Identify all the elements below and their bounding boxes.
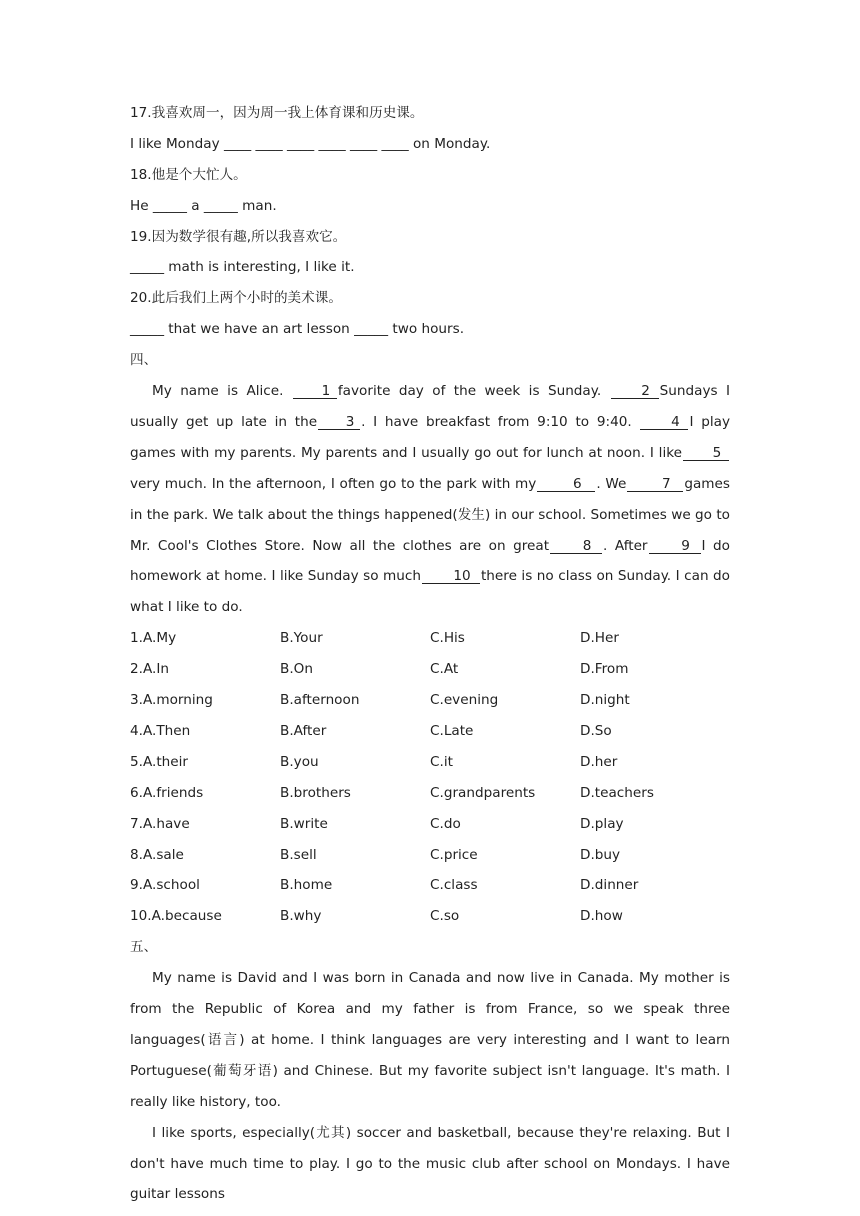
option: 5.A.their: [130, 753, 189, 770]
reading-paragraph-2: I like sports, especially(尤其) soccer and basketball, because they're relaxing. But I don't have much time to play. I go to the music club after school on Mondays. I have guitar lessons: [130, 1124, 730, 1203]
option: B.sell: [280, 846, 317, 863]
passage-text: there is no class on Sunday. I can do what I like to do.: [130, 568, 730, 616]
option: D.teachers: [580, 784, 654, 801]
q17-chinese: 17.我喜欢周一，因为周一我上体育课和历史课。: [130, 105, 424, 121]
option: C.it: [430, 753, 453, 770]
passage-text: favorite day of the week is Sunday.: [337, 383, 610, 400]
option: B.afternoon: [280, 692, 360, 709]
option: C.class: [430, 877, 478, 894]
option: B.you: [280, 753, 319, 770]
passage-text: games in the park. We talk about the things happened(发生) in our school. Sometimes we go to Mr. Cool's Clothes Store. Now all the clothes are on great: [130, 475, 730, 554]
q19-chinese: 19.因为数学很有趣,所以我喜欢它。: [130, 228, 347, 245]
passage-text: My name is Alice.: [152, 383, 292, 400]
cloze-passage: [130, 376, 730, 623]
option: B.home: [280, 877, 333, 894]
blank-7: 7: [627, 477, 683, 492]
passage-text: . I have breakfast from 9:10 to 9:40.: [361, 413, 640, 430]
blank-10: 10: [422, 569, 480, 584]
option: B.On: [280, 661, 313, 678]
options-row-2: [130, 654, 730, 685]
option: B.why: [280, 908, 322, 925]
options-row-4: [130, 716, 730, 747]
option: 10.A.because: [130, 908, 222, 925]
option: C.so: [430, 908, 460, 925]
option: C.do: [430, 815, 461, 832]
option: C.price: [430, 846, 478, 863]
option: D.play: [580, 815, 624, 832]
option: D.So: [580, 722, 612, 739]
option: 1.A.My: [130, 630, 177, 647]
options-row-10: [130, 901, 730, 932]
section-5-heading: 五、: [130, 939, 158, 956]
option: C.At: [430, 661, 459, 678]
option: C.Late: [430, 722, 474, 739]
option: B.After: [280, 722, 327, 739]
q18-english: He _____ a _____ man.: [130, 197, 277, 214]
options-row-1: [130, 623, 730, 654]
passage-text: . We: [596, 475, 627, 492]
option: D.From: [580, 661, 629, 678]
options-row-7: [130, 809, 730, 840]
blank-8: 8: [550, 539, 602, 554]
options-row-8: [130, 840, 730, 871]
options-row-6: [130, 778, 730, 809]
passage-text: very much. In the afternoon, I often go to the park with my: [130, 475, 537, 492]
q18-chinese: 18.他是个大忙人。: [130, 166, 247, 183]
blank-3: 3: [318, 415, 360, 430]
option: D.Her: [580, 630, 619, 647]
option: C.grandparents: [430, 784, 536, 801]
option: D.night: [580, 692, 630, 709]
blank-4: 4: [640, 415, 688, 430]
option: B.brothers: [280, 784, 351, 801]
passage-text: . After: [603, 537, 648, 554]
option: 9.A.school: [130, 877, 200, 894]
option: 7.A.have: [130, 815, 190, 832]
option: B.write: [280, 815, 328, 832]
option: B.Your: [280, 630, 323, 647]
blank-5: 5: [683, 446, 729, 461]
option: 3.A.morning: [130, 692, 213, 709]
passage-text: Sundays I usually get up late in the: [130, 383, 731, 430]
option: D.her: [580, 753, 618, 770]
options-list: [130, 623, 730, 932]
q17-english: I like Monday ____ ____ ____ ____ ____ ____ on Monday.: [130, 135, 491, 152]
option: C.His: [430, 630, 465, 647]
option: 4.A.Then: [130, 722, 191, 739]
q20-chinese: 20.此后我们上两个小时的美术课。: [130, 290, 342, 307]
passage-text: I do homework at home. I like Sunday so much: [130, 537, 730, 585]
blank-9: 9: [649, 539, 701, 554]
options-row-3: [130, 685, 730, 716]
q20-english: _____ that we have an art lesson _____ two hours.: [130, 321, 465, 338]
blank-1: 1: [293, 384, 337, 399]
option: D.dinner: [580, 877, 639, 894]
worksheet-page: [130, 98, 730, 1210]
section-4-heading: 四、: [130, 352, 158, 369]
blank-6: 6: [537, 477, 595, 492]
options-row-5: [130, 747, 730, 778]
reading-paragraph-1: My name is David and I was born in Canada and now live in Canada. My mother is from the Republic of Korea and my father is from France, so we speak three languages(语言) at home. I think languages are very interesting and I want to learn Portuguese(葡萄牙语) and Chinese. But my favorite subject isn't language. It's math. I really like history, too.: [130, 970, 730, 1110]
passage-text: I play games with my parents. My parents and I usually go out for lunch at noon. I like: [130, 413, 730, 461]
options-row-9: [130, 870, 730, 901]
option: D.buy: [580, 846, 621, 863]
option: 8.A.sale: [130, 846, 184, 863]
q19-english: _____ math is interesting, I like it.: [130, 259, 355, 276]
option: 6.A.friends: [130, 784, 204, 801]
blank-2: 2: [611, 384, 659, 399]
option: 2.A.In: [130, 661, 169, 678]
option: C.evening: [430, 692, 499, 709]
option: D.how: [580, 908, 623, 925]
